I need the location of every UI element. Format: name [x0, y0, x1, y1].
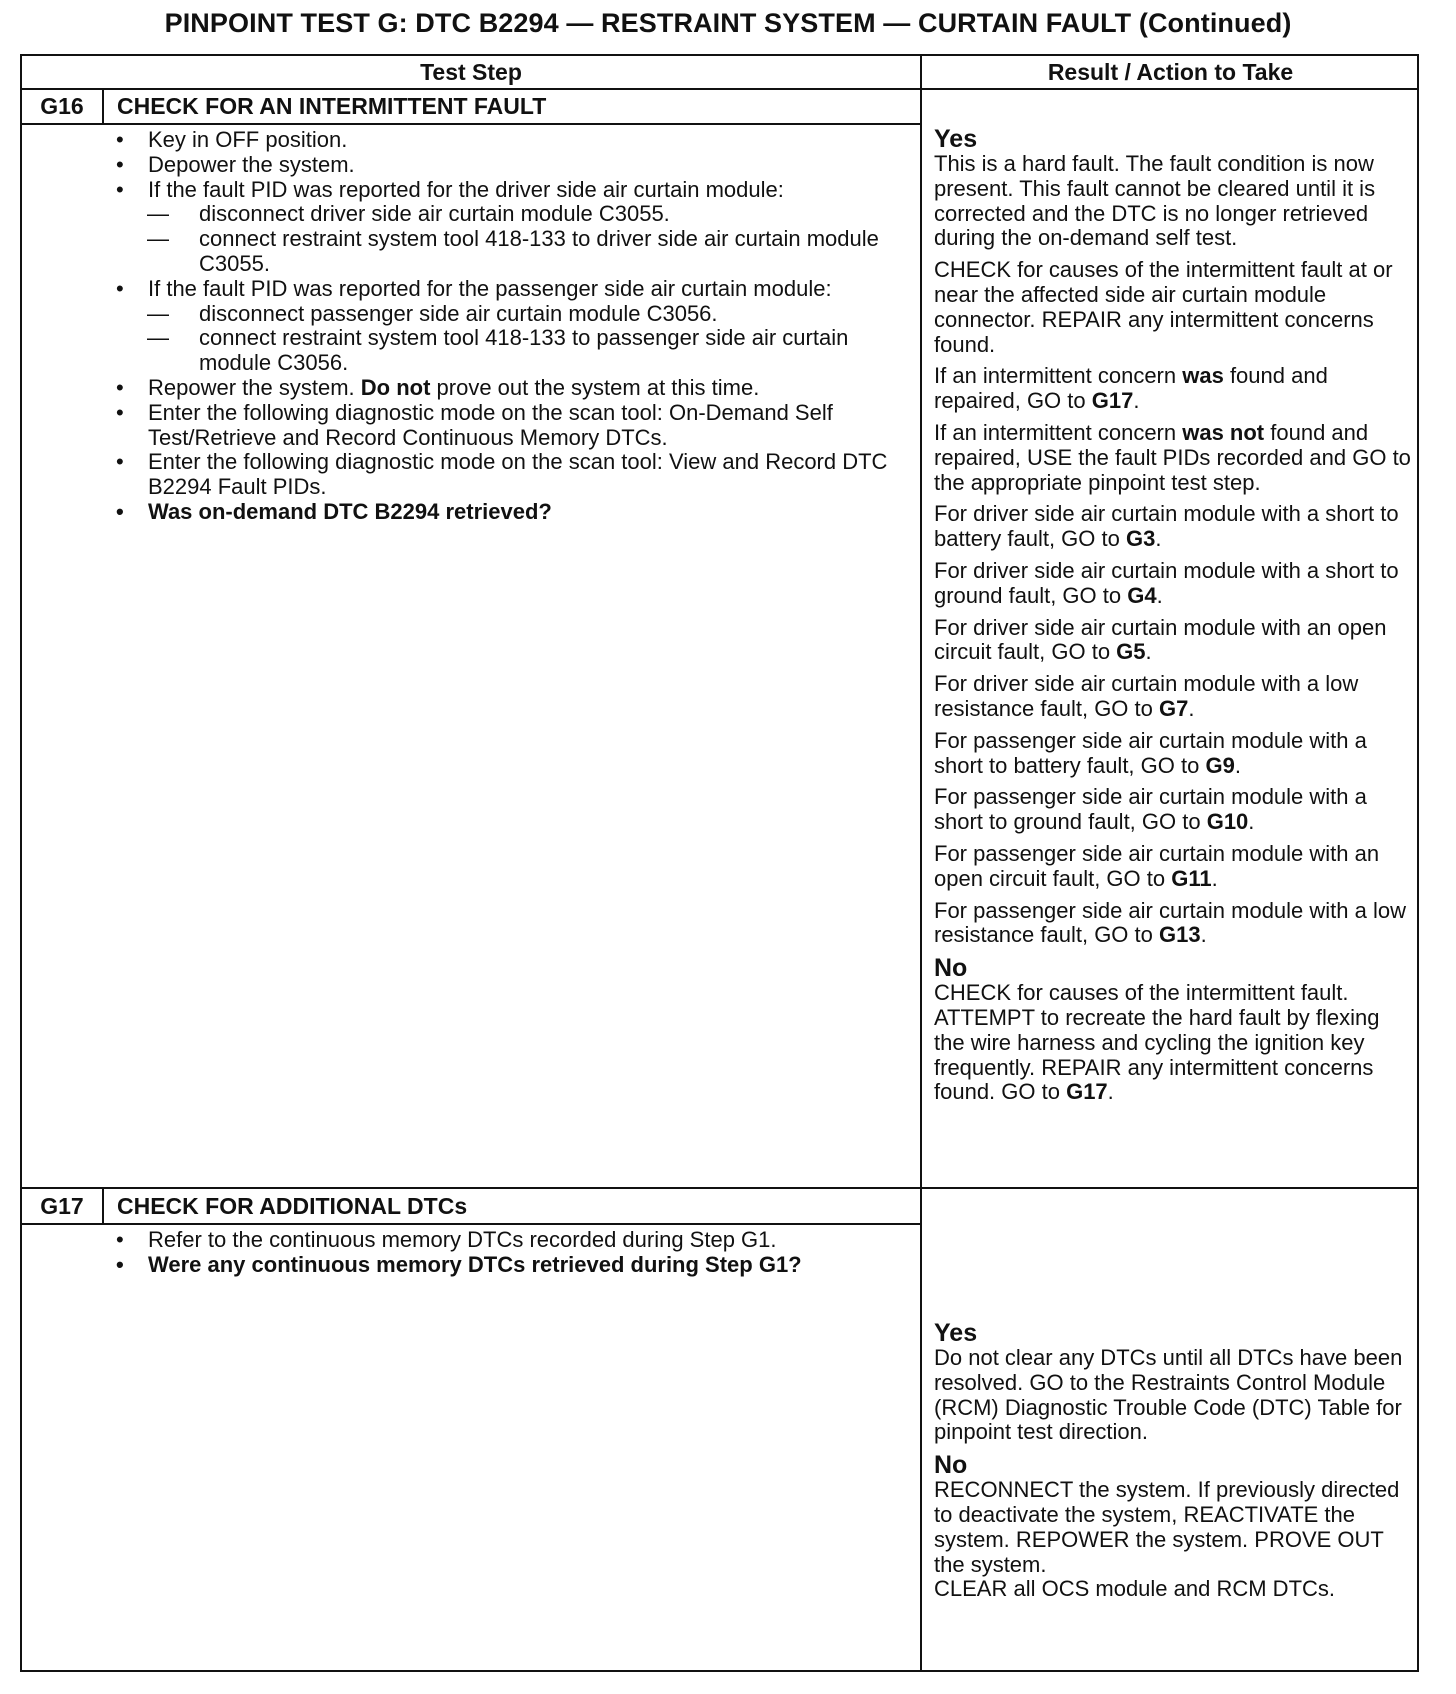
column-divider [920, 56, 922, 1670]
result-text [934, 672, 1414, 722]
yes-label: Yes [934, 1319, 978, 1347]
list-item: • Key in OFF position. [114, 128, 904, 153]
column-header-test-step: Test Step [420, 59, 522, 85]
no-label: No [934, 1451, 968, 1480]
step-title: CHECK FOR ADDITIONAL DTCs [117, 1193, 468, 1219]
g17-step-list [114, 1228, 904, 1278]
text: . [1107, 1079, 1114, 1105]
g16-step-list [114, 128, 904, 525]
list-item: • Refer to the continuous memory DTCs recorded during Step G1. [114, 1228, 904, 1253]
result-text: This is a hard fault. The fault condition is now present. This fault cannot be cleared until it is corrected and the DTC is no longer retrieved during the on-demand self test. [934, 151, 1376, 251]
page-title: PINPOINT TEST G: DTC B2294 — RESTRAINT SYSTEM — CURTAIN FAULT (Continued) [164, 8, 1292, 38]
column-header-result: Result / Action to Take [1047, 59, 1294, 85]
sub-list-item: — disconnect driver side air curtain module C3055. [114, 202, 904, 227]
text: For passenger side air curtain module with an open circuit fault, GO to [934, 840, 1380, 891]
text: prove out the system at this time. [430, 374, 760, 400]
text: If an intermittent concern [934, 419, 1183, 445]
step-reference: G10 [1206, 809, 1249, 835]
step-reference: G5 [1116, 639, 1146, 665]
text: . [1155, 526, 1162, 552]
step-reference: G4 [1127, 582, 1157, 608]
result-text [934, 502, 1414, 552]
list-item: • If the fault PID was reported for the driver side air curtain module: [114, 178, 904, 203]
step-header-g17 [22, 1189, 920, 1225]
step-number: G16 [22, 89, 104, 123]
emphasis: was not [1182, 419, 1265, 445]
list-item: • Enter the following diagnostic mode on the scan tool: On-Demand Self Test/Retrieve and Record Continuous Memory DTCs. [114, 401, 904, 451]
list-item: • If the fault PID was reported for the passenger side air curtain module: [114, 277, 904, 302]
list-item: • Depower the system. [114, 153, 904, 178]
step-reference: G11 [1171, 865, 1212, 891]
step-reference: G7 [1158, 695, 1189, 721]
result-text: RECONNECT the system. If previously directed to deactivate the system, REACTIVATE the system. REPOWER the system. PROVE OUT the system. [934, 1477, 1400, 1577]
list-item [114, 376, 904, 401]
step-reference: G13 [1158, 922, 1201, 948]
text: CHECK for causes of the intermittent fault. ATTEMPT to recreate the hard fault by flexing the wire harness and cycling the ignition key frequently. REPAIR any intermittent concerns found. GO to [934, 980, 1380, 1105]
text: . [1248, 809, 1255, 835]
result-text [934, 899, 1414, 949]
text: . [1200, 922, 1207, 948]
step-title: CHECK FOR AN INTERMITTENT FAULT [117, 93, 547, 119]
text: If an intermittent concern [934, 363, 1183, 389]
step-reference: G17 [1091, 388, 1134, 414]
text: For driver side air curtain module with an open circuit fault, GO to [934, 614, 1387, 665]
text: For passenger side air curtain module with a short to ground fault, GO to [934, 784, 1367, 835]
step-number: G17 [22, 1189, 104, 1223]
result-text [934, 729, 1414, 779]
result-text [934, 559, 1414, 609]
result-text [934, 421, 1414, 495]
list-item: • Enter the following diagnostic mode on the scan tool: View and Record DTC B2294 Fault PIDs. [114, 450, 904, 500]
emphasis: was [1182, 363, 1224, 389]
step-reference: G9 [1205, 752, 1235, 778]
result-text [934, 785, 1414, 835]
yes-label: Yes [934, 125, 978, 153]
result-text [934, 616, 1414, 666]
text: . [1145, 639, 1152, 665]
emphasis: Do not [360, 374, 431, 400]
sub-list-item: — connect restraint system tool 418-133 to driver side air curtain module C3055. [114, 227, 904, 277]
result-text [934, 981, 1414, 1105]
result-text [934, 842, 1414, 892]
list-item-question: • Were any continuous memory DTCs retrieved during Step G1? [114, 1253, 904, 1278]
text: . [1188, 695, 1195, 721]
text: found and repaired, GO to [934, 363, 1328, 414]
text: Repower the system. [148, 374, 361, 400]
text: For driver side air curtain module with a short to ground fault, GO to [934, 557, 1399, 608]
text: For driver side air curtain module with a low resistance fault, GO to [934, 671, 1359, 721]
step-header-g16 [22, 89, 920, 125]
text: . [1211, 865, 1218, 891]
text: . [1234, 752, 1241, 778]
text: For passenger side air curtain module with a short to battery fault, GO to [934, 727, 1367, 778]
g17-results [934, 1320, 1414, 1609]
sub-list-item: — disconnect passenger side air curtain module C3056. [114, 302, 904, 327]
sub-list-item: — connect restraint system tool 418-133 to passenger side air curtain module C3056. [114, 326, 904, 376]
list-item-question: • Was on-demand DTC B2294 retrieved? [114, 500, 904, 525]
text: For driver side air curtain module with a short to battery fault, GO to [934, 501, 1399, 552]
step-reference: G17 [1066, 1079, 1108, 1105]
result-text: Do not clear any DTCs until all DTCs have been resolved. GO to the Restraints Control Module (RCM) Diagnostic Trouble Code (DTC) Table for pinpoint test direction. [934, 1345, 1403, 1445]
result-text: CLEAR all OCS module and RCM DTCs. [934, 1576, 1336, 1602]
g16-results [934, 126, 1414, 1112]
result-text [934, 364, 1414, 414]
text: . [1133, 388, 1140, 414]
text: . [1156, 582, 1163, 608]
result-text: CHECK for causes of the intermittent fault at or near the affected side air curtain module connector. REPAIR any intermittent concerns found. [934, 257, 1393, 357]
text: found and repaired, USE the fault PIDs recorded and GO to the appropriate pinpoint test step. [934, 419, 1411, 495]
pinpoint-test-table [20, 54, 1419, 1672]
step-reference: G3 [1125, 526, 1156, 552]
no-label: No [934, 954, 968, 983]
text: For passenger side air curtain module with a low resistance fault, GO to [934, 897, 1407, 948]
